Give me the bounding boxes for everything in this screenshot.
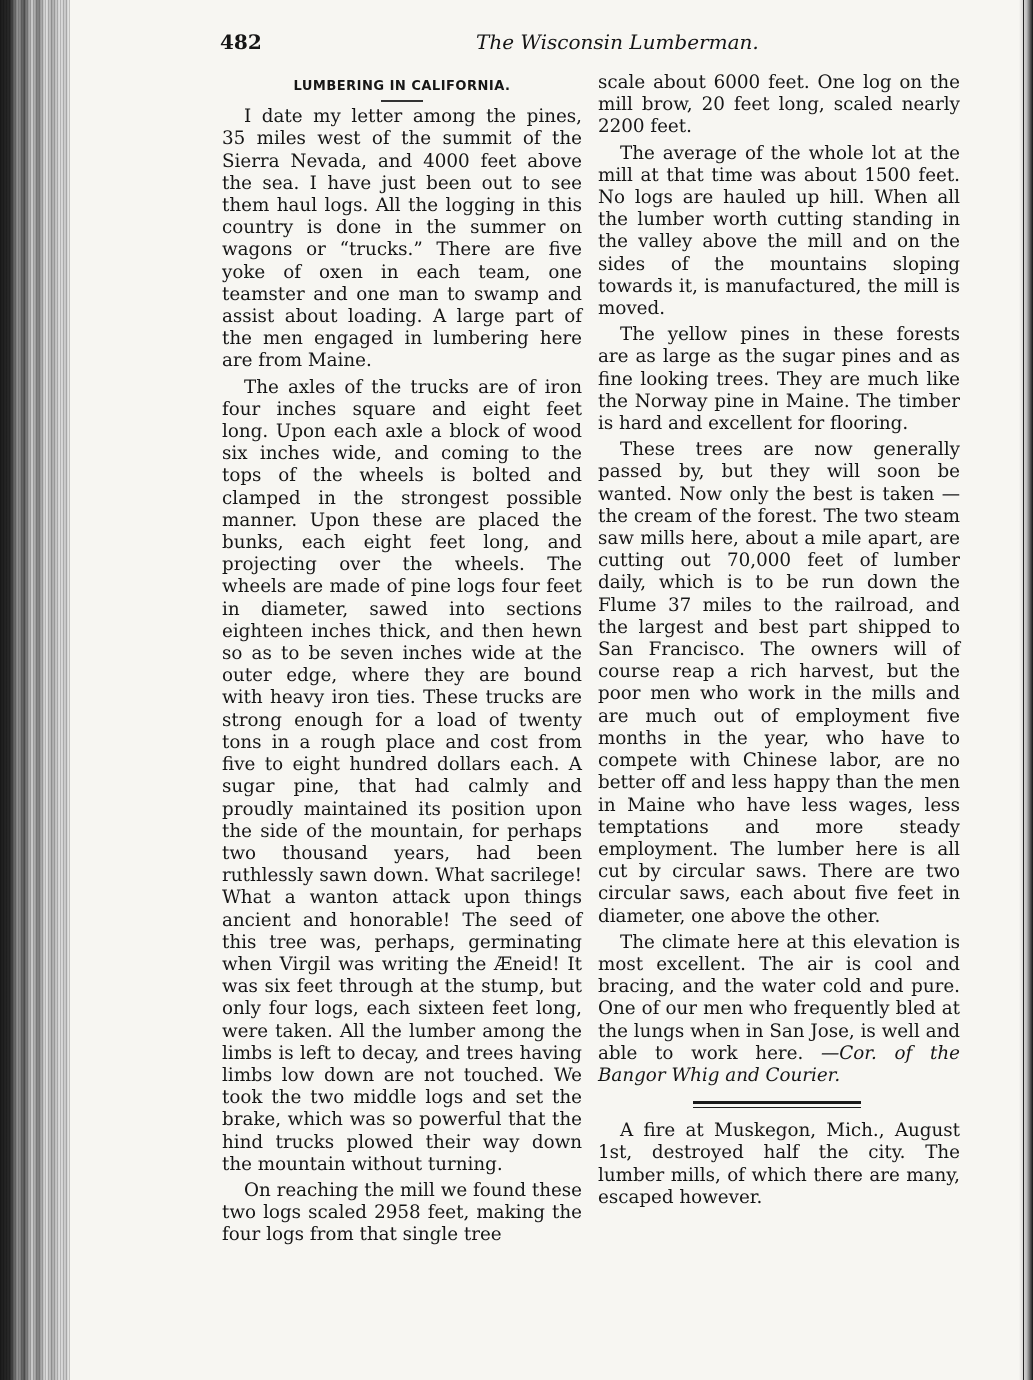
- paragraph: On reaching the mill we found these two logs scaled 2958 feet, making the four logs from that single tree: [222, 1179, 582, 1246]
- paragraph: [598, 932, 960, 1087]
- page-right-edge: [1019, 0, 1033, 1380]
- final-paragraph-text: The climate here at this elevation is most excellent. The air is cool and bracing, and the water cold and pure. One of our men who frequently bled at the lungs when in San Jose, is well and able to work here.: [598, 931, 960, 1064]
- paragraph: The average of the whole lot at the mill at that time was about 1500 feet. No logs are hauled up hill. When all the lumber worth cutting standing in the valley above the mill and on the sides of the mountains sloping towards it, is manufactured, the mill is moved.: [598, 142, 960, 320]
- article-title: LUMBERING IN CALIFORNIA.: [293, 79, 511, 94]
- title-rule: [381, 100, 423, 102]
- left-column: [222, 72, 582, 1251]
- paragraph: The yellow pines in these forests are as large as the sugar pines and as fine looking trees. They are much like the Norway pine in Maine. The timber is hard and excellent for flooring.: [598, 324, 960, 435]
- paragraph: I date my letter among the pines, 35 miles west of the summit of the Sierra Nevada, and 4000 feet above the sea. I have just been out to see them haul logs. All the logging in this country is done in the summer on wagons or “trucks.” There are five yoke of oxen in each team, one teamster and one man to swamp and assist about loading. A large part of the men engaged in lumbering here are from Maine.: [222, 106, 582, 372]
- paragraph-continuation: scale about 6000 feet. One log on the mill brow, 20 feet long, scaled nearly 2200 feet.: [598, 72, 960, 138]
- paragraph: The axles of the trucks are of iron four inches square and eight feet long. Upon each axle a block of wood six inches wide, and coming to the tops of the wheels is bolted and clamped in the strongest possible manner. Upon these are placed the bunks, each eight feet long, and projecting over the wheels. The wheels are made of pine logs four feet in diameter, sawed into sections eighteen inches thick, and then hewn so as to be seven inches wide at the outer edge, where they are bound with heavy iron ties. These trucks are strong enough for a load of twenty tons in a rough place and cost from five to eight hundred dollars each. A sugar pine, that had calmly and proudly maintained its position upon the side of the mountain, for perhaps two thousand years, had been ruthlessly sawn down. What sacrilege! What a wanton attack upon things ancient and honorable! The seed of this tree was, perhaps, germinating when Virgil was writing the Æneid! It was six feet through at the stump, but only four logs, each sixteen feet long, were taken. All the lumber among the limbs is left to decay, and trees having limbs low down are not touched. We took the two middle logs and set the brake, which was so powerful that the hind trucks plowed their way down the mountain without turning.: [222, 376, 582, 1175]
- attribution: —Cor. of the Bangor Whig and Courier.: [598, 1042, 960, 1086]
- news-item: A fire at Muskegon, Mich., August 1st, destroyed half the city. The lumber mills, of which there are many, escaped however.: [598, 1120, 960, 1208]
- book-binding-edge: [0, 0, 70, 1380]
- running-title: The Wisconsin Lumberman.: [476, 30, 759, 54]
- paragraph: These trees are now generally passed by, but they will soon be wanted. Now only the best is taken —the cream of the forest. The two steam saw mills here, about a mile apart, are cutting out 70,000 feet of lumber daily, which is to be run down the Flume 37 miles to the railroad, and the largest and best part shipped to San Francisco. The owners will of course reap a rich harvest, but the poor men who work in the mills and are much out of employment five months in the year, who have to compete with Chinese labor, are no better off and less happy than the men in Maine who have less wages, less temptations and more steady employment. The lumber here is all cut by circular saws. There are two circular saws, each about five feet in diameter, one above the other.: [598, 439, 960, 927]
- section-divider: [693, 1101, 861, 1108]
- page-number: 482: [220, 30, 262, 54]
- right-column: [598, 72, 960, 1213]
- page-header: [220, 30, 990, 62]
